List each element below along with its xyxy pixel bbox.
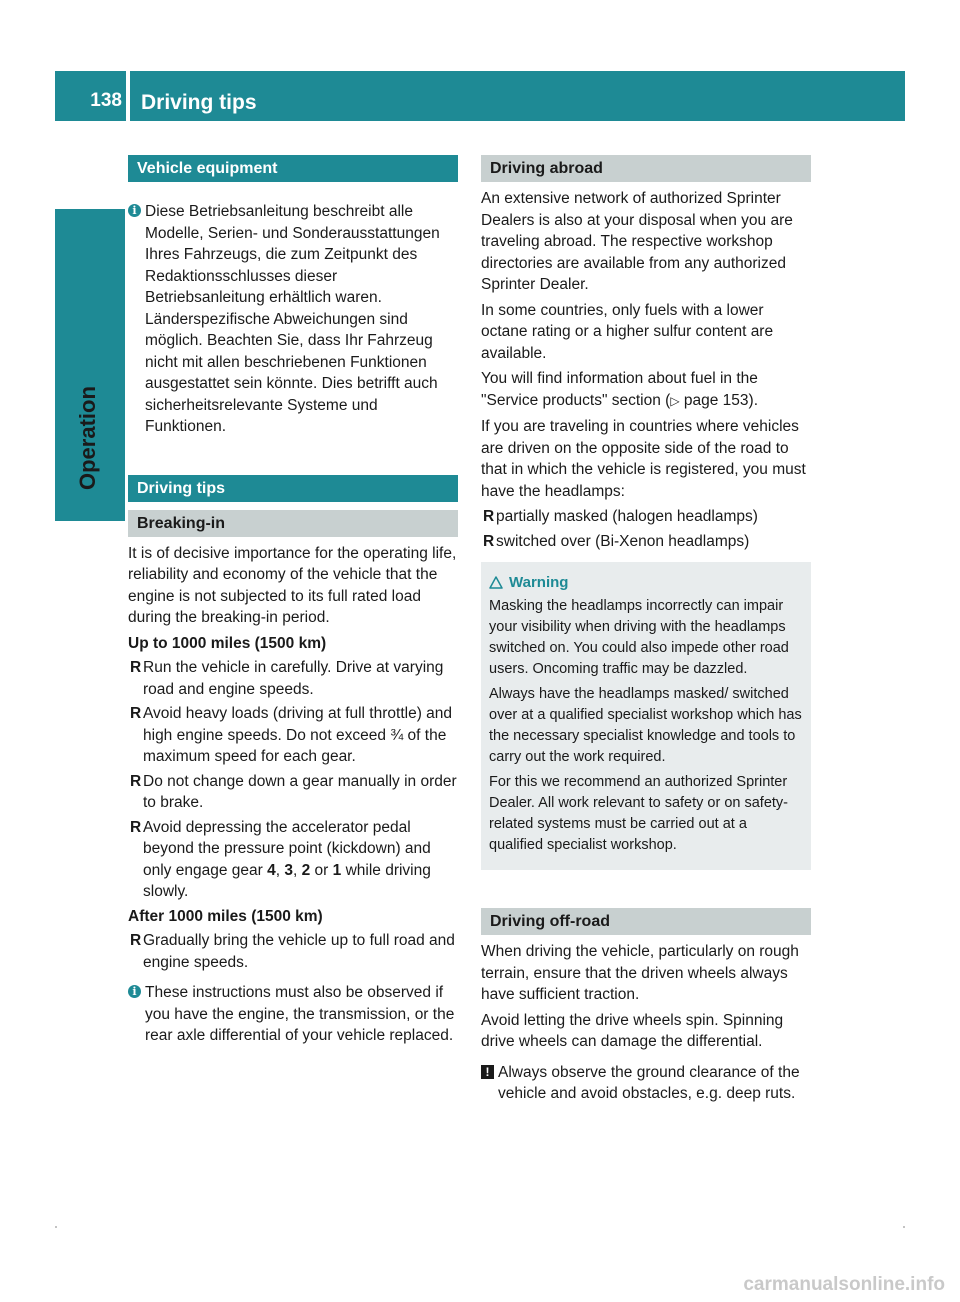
warning-title: Warning: [509, 574, 569, 591]
list-item: [128, 771, 458, 814]
bullet-icon: R: [483, 532, 495, 550]
bullet-icon: R: [130, 772, 142, 790]
abroad-p2: In some countries, only fuels with a lower octane rating or a higher sulfur content are available.: [481, 301, 774, 362]
info-text: Diese Betriebsanleitung beschreibt alle Modelle, Serien- und Sonderausstattungen Ihres Fahrzeugs, die zum Zeitpunkt des Redaktionsschlusses dieser Betriebsanleitung erhältlich waren. Länderspezifische Abweichungen sind möglich. Beachten Sie, dass Ihr Fahrzeug nicht mit allen beschriebenen Funktionen ausgestattet sein könnte. Dies betrifft auch sicherheitsrelevante Systeme und Funktionen.: [145, 203, 440, 435]
gear-3: 3: [284, 861, 293, 879]
abroad-p4: If you are traveling in countries where vehicles are driven on the opposite side of the road to that in which the vehicle is registered, you must have the headlamps:: [481, 418, 806, 500]
up-to-heading: Up to 1000 miles (1500 km): [128, 634, 327, 652]
list-item: [481, 531, 811, 553]
list-item-gears: [128, 817, 458, 903]
header-divider: [126, 71, 130, 121]
list-item-text: Run the vehicle in carefully. Drive at varying road and engine speeds.: [143, 659, 444, 698]
exclamation-icon: !: [481, 1065, 494, 1079]
caution-text: Always observe the ground clearance of the vehicle and avoid obstacles, e.g. deep ruts.: [498, 1063, 800, 1102]
heading-driving-tips: Driving tips: [128, 475, 458, 502]
list-item-text: Do not change down a gear manually in order to brake.: [143, 772, 457, 811]
info-icon: i: [128, 985, 141, 998]
after-heading: After 1000 miles (1500 km): [128, 907, 323, 925]
list-item: [481, 506, 811, 528]
page-header: [55, 71, 905, 121]
gear-text-pre: Avoid depressing the accelerator pedal beyond the pressure point (kickdown) and only engage gear: [143, 818, 431, 879]
abroad-p3: [481, 368, 811, 412]
page-number: 138: [90, 90, 122, 111]
bullet-icon: R: [130, 818, 142, 836]
warning-triangle-icon: [489, 576, 503, 589]
warning-p2: Always have the headlamps masked/ switched over at a qualified specialist workshop which has the necessary specialist knowledge and tools to carry out the work required.: [489, 686, 802, 765]
off-road-p2: Avoid letting the drive wheels spin. Spinning drive wheels can damage the differential.: [481, 1011, 784, 1050]
caution-note-clearance: [481, 1062, 811, 1105]
crop-mark: [903, 1226, 905, 1228]
info-icon: i: [128, 204, 141, 217]
bullet-icon: R: [483, 508, 495, 525]
list-item-text: partially masked (halogen headlamps): [496, 508, 758, 525]
warning-p3: For this we recommend an authorized Sprinter Dealer. All work relevant to safety or on safety-related systems must be carried out at a qualified specialist workshop.: [489, 774, 788, 853]
section-tab-label-wrap: [55, 370, 125, 490]
gear-4: 4: [267, 861, 276, 879]
list-item-text: Avoid heavy loads (driving at full throttle) and high engine speeds. Do not exceed ¾ of the maximum speed for each gear.: [143, 705, 453, 765]
warning-p1: Masking the headlamps incorrectly can impair your visibility when driving with the headlamps switched on. You could also impede other road users. Oncoming traffic may be dazzled.: [489, 598, 789, 677]
abroad-p1: An extensive network of authorized Sprinter Dealers is also at your disposal when you are traveling abroad. The respective workshop directories are available from any authorized Sprinter Dealer.: [481, 190, 793, 293]
heading-driving-abroad: Driving abroad: [481, 155, 811, 182]
right-column: [481, 150, 811, 1109]
page-title: Driving tips: [141, 91, 257, 114]
gear-text-post: while driving slowly.: [143, 861, 431, 900]
list-item-text: switched over (Bi-Xenon headlamps): [496, 532, 750, 550]
gear-sep: ,: [292, 861, 302, 879]
crop-mark: [55, 1226, 57, 1228]
abroad-p3-text: You will find information about fuel in the "Service products" section (: [481, 370, 758, 409]
bullet-icon: R: [130, 932, 142, 949]
gear-sep: ,: [275, 861, 285, 879]
gear-1: 1: [332, 861, 342, 879]
section-tab-label: Operation: [75, 386, 100, 490]
warning-header: [489, 572, 804, 593]
off-road-p1: When driving the vehicle, particularly on rough terrain, ensure that the driven wheels always have sufficient traction.: [481, 943, 799, 1003]
heading-vehicle-equipment: Vehicle equipment: [128, 155, 458, 182]
gear-2: 2: [301, 861, 311, 879]
bullet-icon: R: [130, 705, 142, 722]
list-item: [128, 657, 458, 700]
abroad-p3-ref: page 153).: [679, 391, 759, 409]
page-ref-arrow-icon: ▷: [670, 393, 680, 408]
list-item-text: Gradually bring the vehicle up to full road and engine speeds.: [143, 932, 455, 971]
list-item: [128, 930, 458, 973]
info-note-replacement: [128, 982, 458, 1047]
info-text: These instructions must also be observed if you have the engine, the transmission, or the rear axle differential of your vehicle replaced.: [145, 984, 455, 1044]
warning-box: [481, 562, 811, 870]
heading-breaking-in: Breaking-in: [128, 510, 458, 537]
heading-driving-off-road: Driving off-road: [481, 908, 811, 935]
info-note-vehicle-equipment: [128, 201, 458, 438]
watermark: carmanualsonline.info: [743, 1274, 945, 1295]
left-column: [128, 150, 458, 1051]
list-item: [128, 703, 458, 768]
breaking-in-intro: It is of decisive importance for the operating life, reliability and economy of the vehicle that the engine is not subjected to its full rated load during the breaking-in period.: [128, 544, 457, 626]
gear-or: or: [310, 861, 333, 879]
bullet-icon: R: [130, 659, 142, 676]
